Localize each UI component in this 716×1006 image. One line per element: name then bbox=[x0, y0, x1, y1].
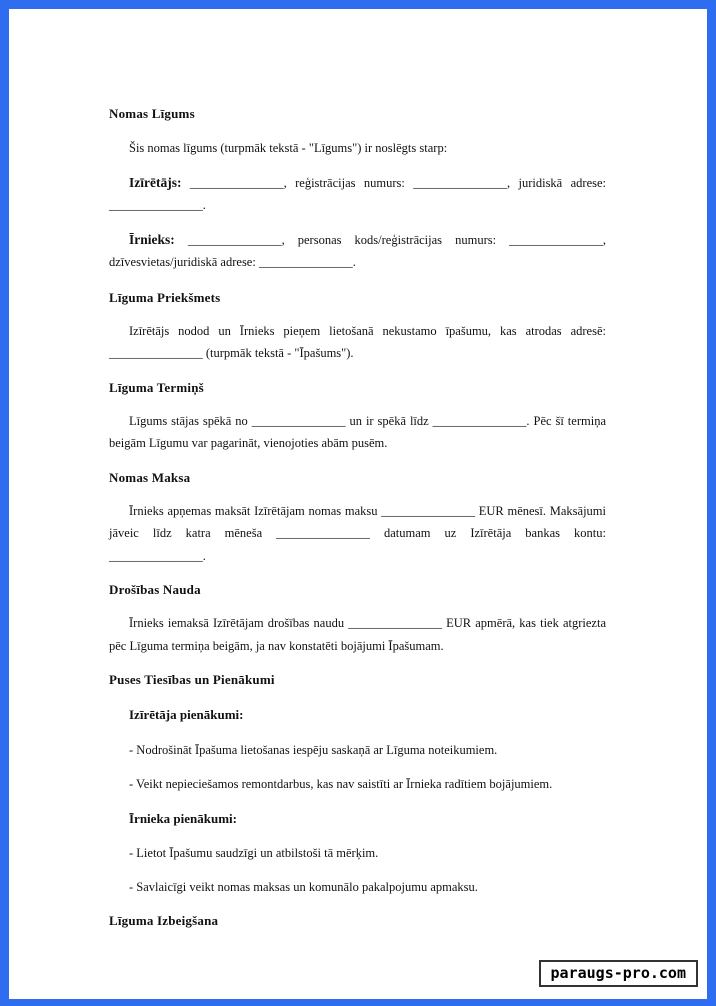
section-text-rent: Īrnieks apņemas maksāt Izīrētājam nomas maksu _______________ EUR mēnesī. Maksājumi jāveic līdz katra mēneša _______________ datumam uz Izīrētāja bankas kontu: _______________. bbox=[109, 503, 606, 563]
document-page bbox=[9, 9, 707, 999]
section-heading-termination: Līguma Izbeigšana bbox=[109, 913, 219, 928]
tenant-paragraph bbox=[109, 229, 606, 274]
tenant-label: Īrnieks: bbox=[129, 231, 175, 247]
tenant-duty-item: - Lietot Īpašumu saudzīgi un atbilstoši tā mērķim. bbox=[129, 846, 379, 860]
tenant-duties-label: Īrnieka pienākumi: bbox=[129, 811, 237, 826]
lessor-label: Izīrētājs: bbox=[129, 174, 182, 190]
document-title: Nomas Līgums bbox=[109, 106, 195, 121]
intro-paragraph: Šis nomas līgums (turpmāk tekstā - "Līgums") ir noslēgts starp: bbox=[129, 141, 448, 155]
lessor-details: _______________, reģistrācijas numurs: _______________, juridiskā adrese: _______________. bbox=[109, 175, 606, 212]
lessor-duty-item: - Veikt nepieciešamos remontdarbus, kas nav saistīti ar Īrnieka radītiem bojājumiem. bbox=[129, 777, 553, 791]
section-text-subject: Izīrētājs nodod un Īrnieks pieņem lietošanā nekustamo īpašumu, kas atrodas adresē: _______________ (turpmāk tekstā - "Īpašums"). bbox=[109, 323, 606, 360]
section-heading-rights: Puses Tiesības un Pienākumi bbox=[109, 672, 275, 687]
section-heading-deposit: Drošības Nauda bbox=[109, 582, 201, 597]
section-text-term: Līgums stājas spēkā no _______________ un ir spēkā līdz _______________. Pēc šī termiņa beigām Līgumu var pagarināt, vienojoties abām pusēm. bbox=[109, 413, 606, 450]
watermark-badge: paraugs-pro.com bbox=[539, 960, 698, 987]
section-text-deposit: Īrnieks iemaksā Izīrētājam drošības naudu _______________ EUR apmērā, kas tiek atgriezta pēc Līguma termiņa beigām, ja nav konstatēti bojājumi Īpašumam. bbox=[109, 616, 606, 653]
document-content bbox=[109, 104, 606, 931]
lessor-duties-label: Izīrētāja pienākumi: bbox=[129, 707, 244, 722]
section-heading-subject: Līguma Priekšmets bbox=[109, 289, 221, 305]
lessor-duty-item: - Nodrošināt Īpašuma lietošanas iespēju saskaņā ar Līguma noteikumiem. bbox=[129, 743, 498, 757]
tenant-duty-item: - Savlaicīgi veikt nomas maksas un komunālo pakalpojumu apmaksu. bbox=[129, 880, 478, 894]
section-heading-rent: Nomas Maksa bbox=[109, 469, 191, 485]
lessor-paragraph bbox=[109, 172, 606, 217]
tenant-details: _______________, personas kods/reģistrācijas numurs: _______________, dzīvesvietas/juridiskā adrese: _______________. bbox=[109, 232, 606, 269]
section-heading-term: Līguma Termiņš bbox=[109, 379, 204, 395]
